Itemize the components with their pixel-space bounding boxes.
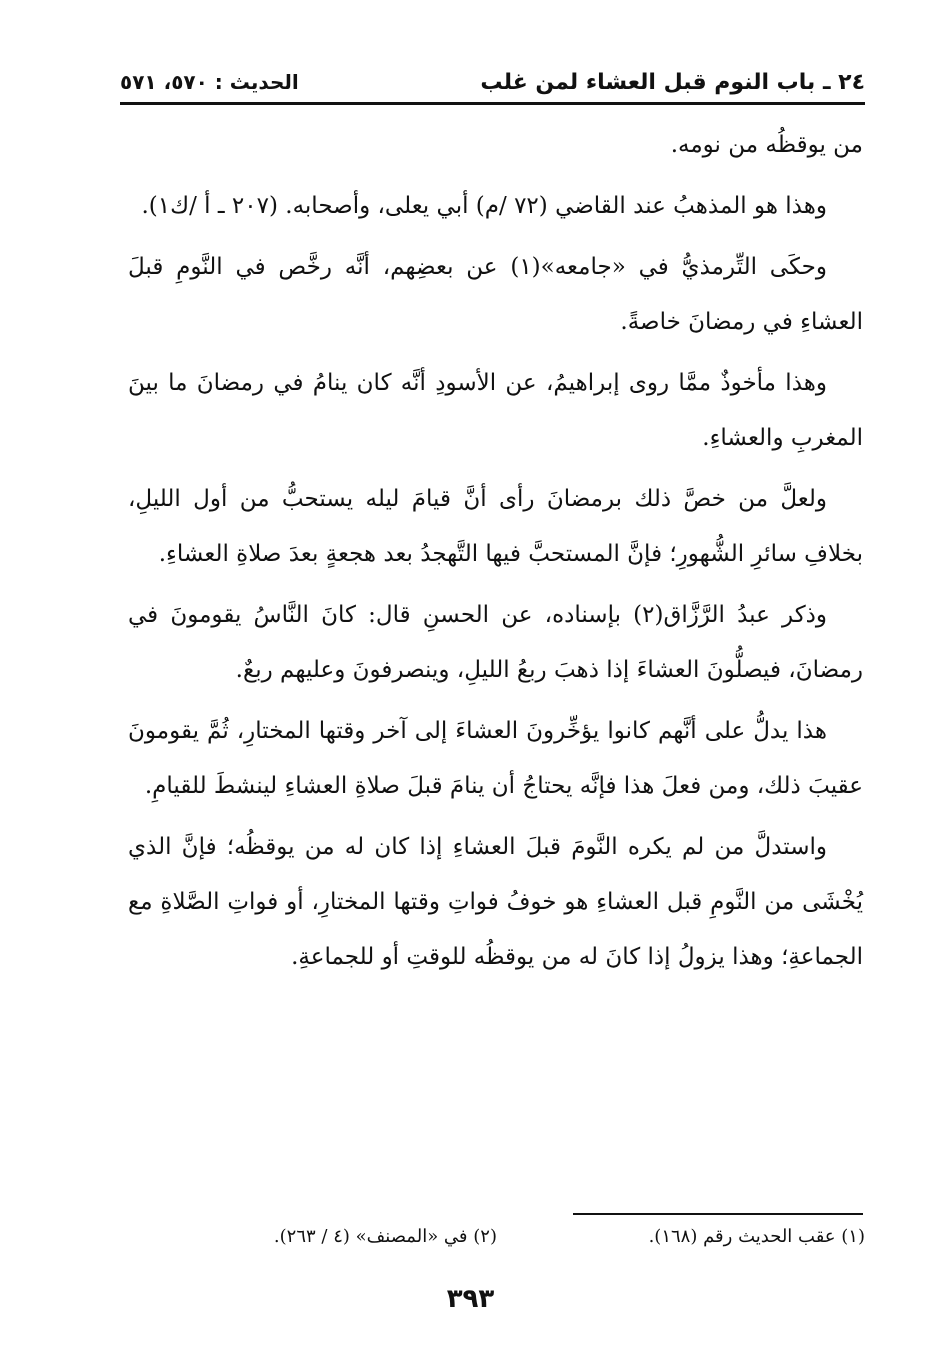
footnote-1: (١) عقب الحديث رقم (١٦٨). — [648, 1226, 865, 1247]
main-text — [128, 118, 863, 991]
footnotes — [225, 1226, 865, 1256]
paragraph-1: من يوقظُه من نومه. — [670, 132, 863, 158]
hadith-numbers: الحديث : ٥٧٠، ٥٧١ — [120, 70, 299, 94]
running-header — [120, 62, 865, 106]
footnote-2: (٢) في «المصنف» (٤ / ٢٦٣). — [273, 1226, 497, 1247]
paragraph-8: واستدلَّ من لم يكره النَّومَ قبلَ العشاءِ إذا كان له من يوقظُه؛ فإنَّ الذي يُخْشَى من النَّومِ قبل العشاءِ هو خوفُ فواتِ وقتها المختارِ، أو فواتِ الصَّلاةِ مع الجماعةِ؛ وهذا يزولُ إذا كانَ له من يوقظُه للوقتِ أو للجماعةِ. — [128, 834, 863, 970]
paragraph-2: وهذا هو المذهبُ عند القاضي (٧٢ /م) أبي يعلى، وأصحابه. (٢٠٧ ـ أ /ك١). — [141, 193, 827, 219]
paragraph-7: هذا يدلُّ على أنَّهم كانوا يؤخِّرونَ العشاءَ إلى آخر وقتها المختارِ، ثُمَّ يقومونَ عقيبَ ذلك، ومن فعلَ هذا فإنَّه يحتاجُ أن ينامَ قبلَ صلاةِ العشاءِ لينشطَ للقيامِ. — [128, 718, 863, 799]
chapter-title: ٢٤ ـ باب النوم قبل العشاء لمن غلب — [480, 70, 865, 95]
footnote-divider — [573, 1213, 863, 1215]
page-number: ٣٩٣ — [446, 1284, 495, 1314]
paragraph-6: وذكر عبدُ الرَّزَّاق(٢) بإسناده، عن الحسنِ قال: كانَ النَّاسُ يقومونَ في رمضانَ، فيصلُّونَ العشاءَ إذا ذهبَ ربعُ الليلِ، وينصرفونَ وعليهم ربعٌ. — [128, 602, 863, 683]
paragraph-3: وحكَى التِّرمذيُّ في «جامعه»(١) عن بعضِهم، أنَّه رخَّص في النَّومِ قبلَ العشاءِ في رمضانَ خاصةً. — [128, 254, 863, 335]
header-divider — [120, 102, 865, 105]
paragraph-5: ولعلَّ من خصَّ ذلك برمضانَ رأى أنَّ قيامَ ليله يستحبُّ من أول الليلِ، بخلافِ سائرِ الشُّهورِ؛ فإنَّ المستحبَّ فيها التَّهجدُ بعد هجعةٍ بعدَ صلاةِ العشاءِ. — [128, 486, 863, 567]
paragraph-4: وهذا مأخوذٌ ممَّا روى إبراهيمُ، عن الأسودِ أنَّه كان ينامُ في رمضانَ ما بينَ المغربِ والعشاءِ. — [128, 370, 863, 451]
